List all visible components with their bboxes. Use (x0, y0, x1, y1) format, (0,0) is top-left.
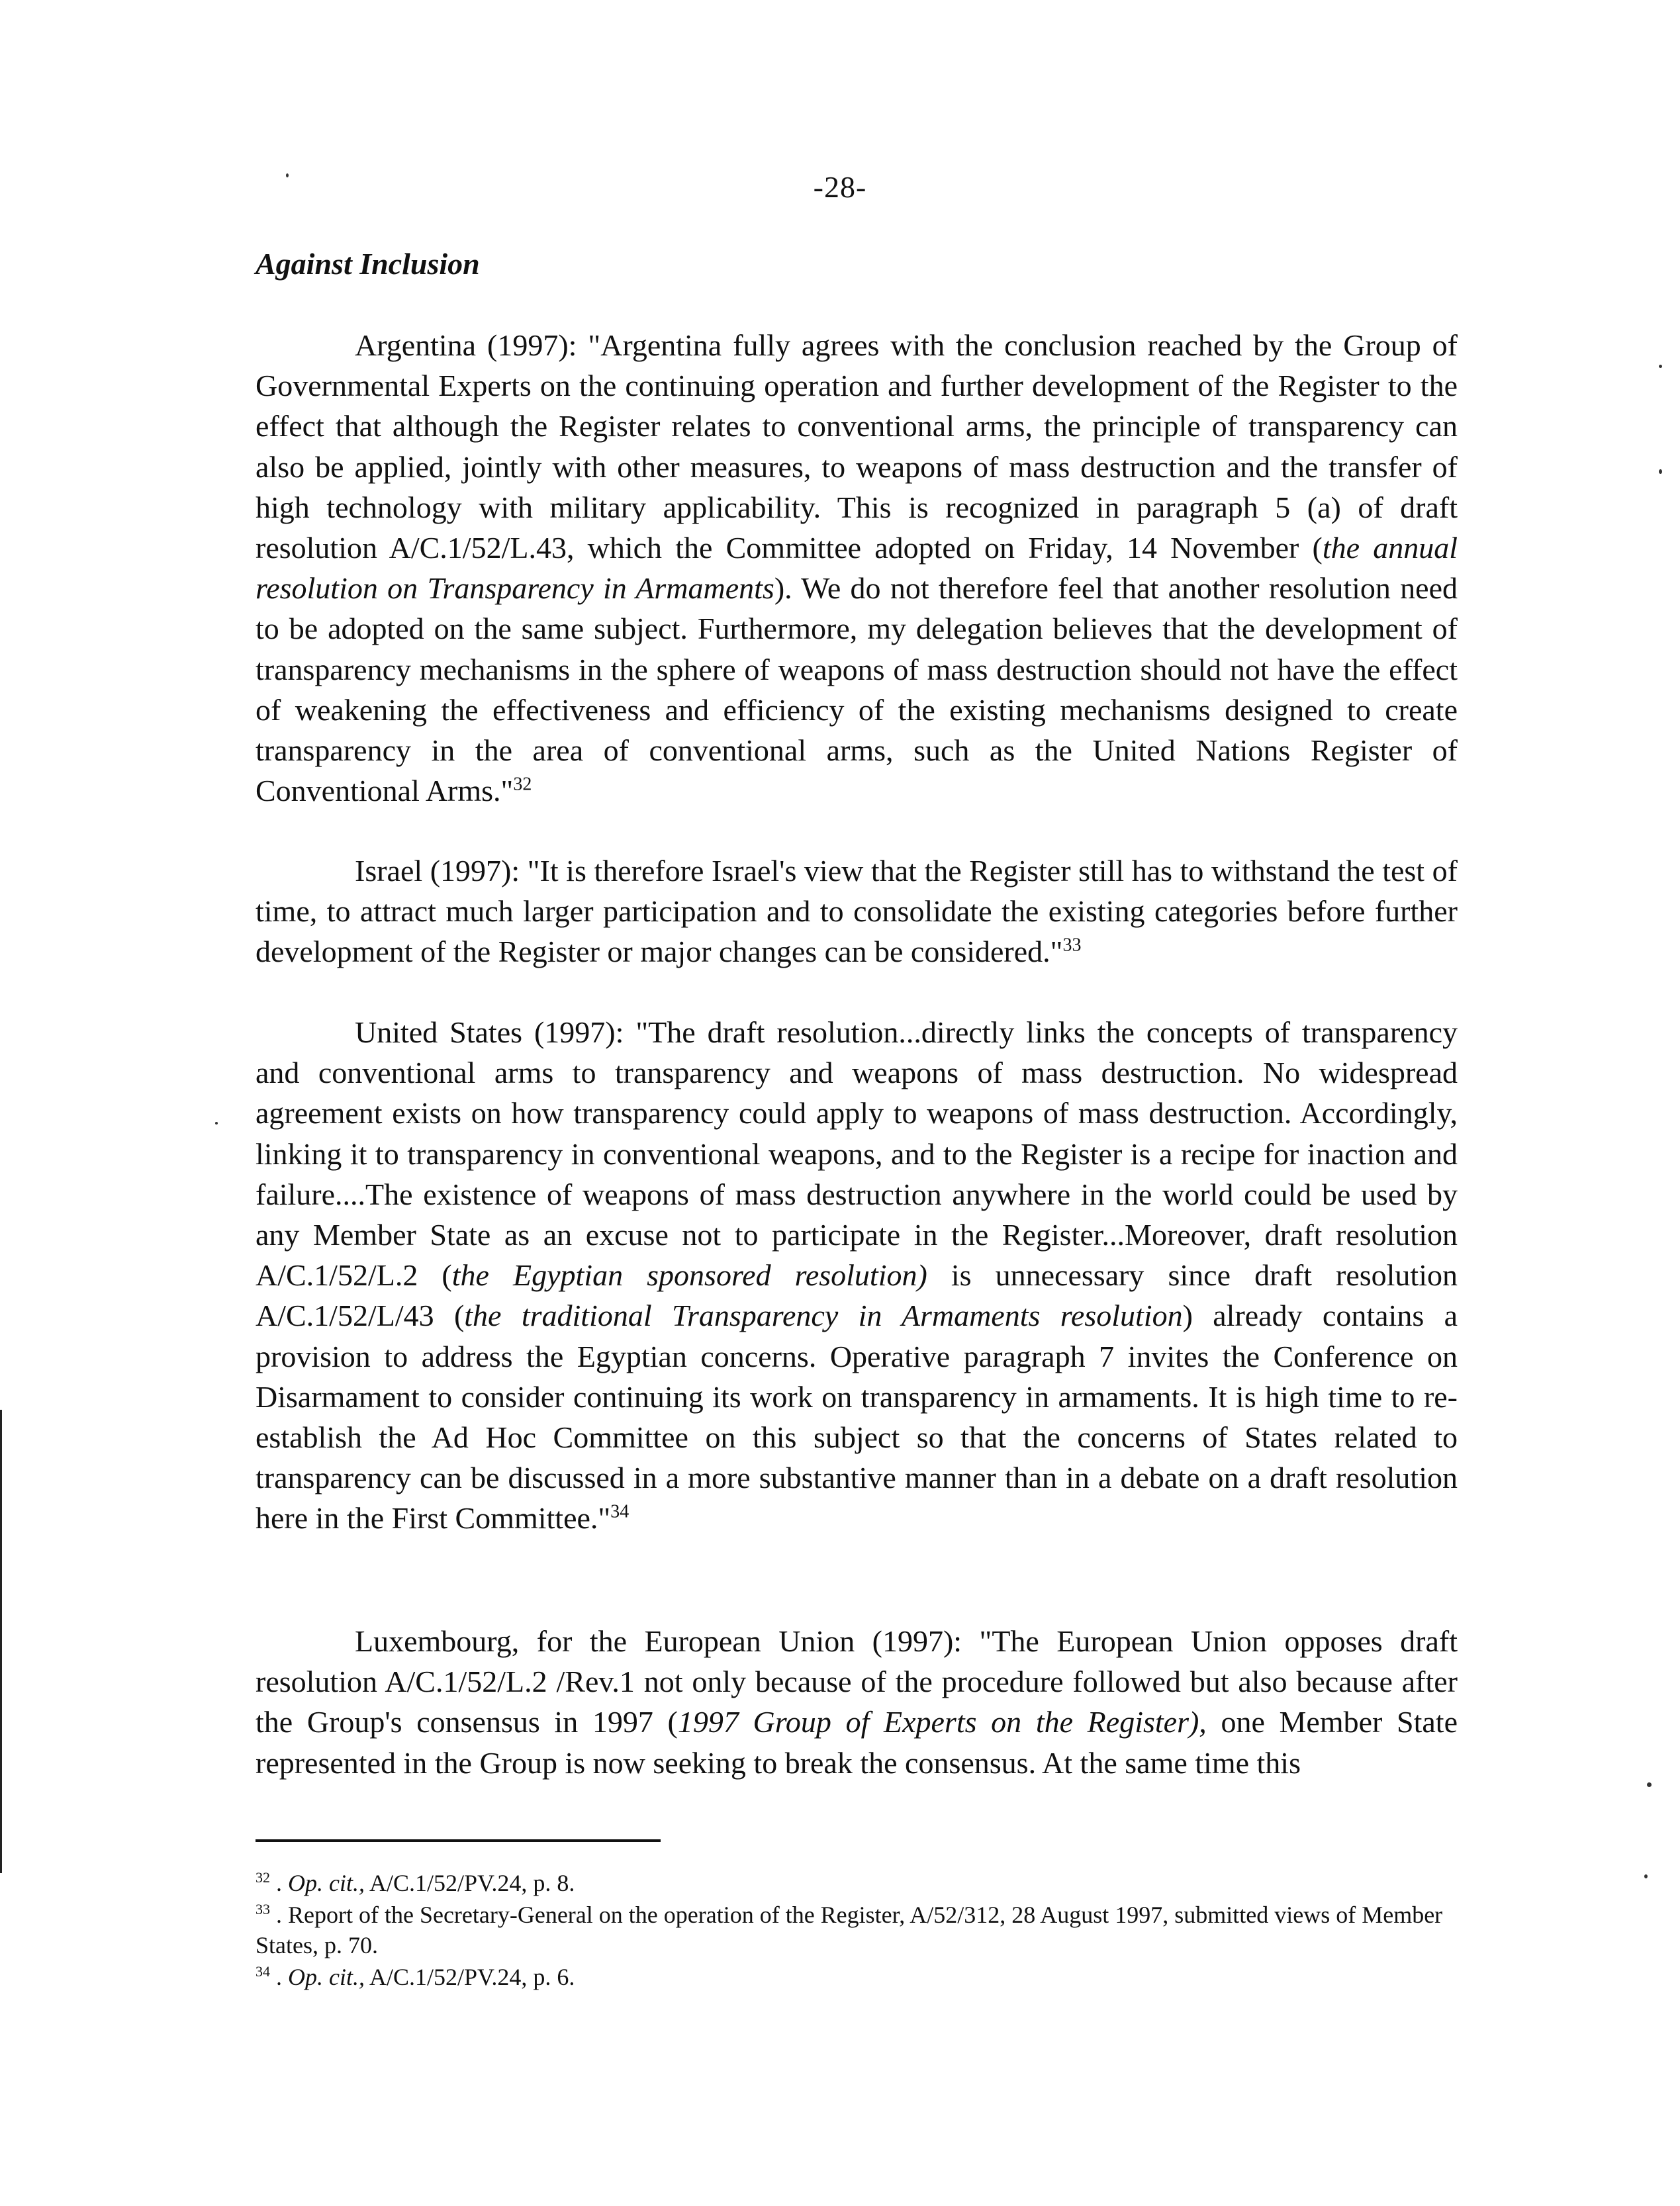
scan-speck (215, 1122, 218, 1125)
paragraph-luxembourg (256, 1621, 1458, 1783)
section-heading: Against Inclusion (256, 247, 480, 281)
paragraph-text: Israel (1997): "It is therefore Israel's view that the Register still has to withstand the test of time, to attract much larger participation and to consolidate the existing categories before further development of the Register or major changes can be considered." (256, 854, 1458, 969)
footnote-32: $^{32}$ . Op. cit., A/C.1/52/PV.24, p. 8. (256, 1869, 575, 1896)
page-number: -28- (813, 170, 867, 204)
footnote-mark: 33 (256, 1901, 270, 1917)
footnote-text: Report of the Secretary-General on the operation of the Register, A/52/312, 28 August 1997, submitted views of Member States, p. 70. (256, 1902, 1443, 1958)
scan-speck (1659, 365, 1662, 368)
scan-speck (1647, 1782, 1652, 1787)
footnote-reference: 34 (610, 1502, 630, 1523)
footnote-34: $^{34}$ . Op. cit., A/C.1/52/PV.24, p. 6. (256, 1963, 575, 1990)
paragraph-israel (256, 850, 1458, 972)
footnote-italic: Op. cit., (288, 1870, 365, 1896)
scan-speck (286, 173, 289, 177)
paragraph-united-states (256, 1012, 1458, 1539)
paragraph-text: one Member State represented in the Group is now seeking to break the consensus. At the same time this (256, 1705, 1458, 1780)
paragraph-text: ) already contains a provision to address the Egyptian concerns. Operative paragraph 7 invites the Conference on Disarmament to consider continuing its work on transparency in armaments. It is high time to re-establish the Ad Hoc Committee on this subject so that the concerns of States related to transparency can be discussed in a more substantive manner than in a debate on a draft resolution here in the First Committee." (256, 1299, 1458, 1536)
scan-speck (1644, 1874, 1648, 1878)
paragraph-italic: the annual resolution on Transparency in Armaments (256, 531, 1458, 606)
paragraph-text: is unnecessary since draft resolution A/C.1/52/L/43 ( (256, 1258, 1458, 1333)
footnote-mark: 32 (256, 1869, 270, 1886)
paragraph-text: United States (1997): "The draft resolution...directly links the concepts of transparency and conventional arms to transparency and weapons of mass destruction. No widespread agreement exists on how transparency could apply to weapons of mass destruction. Accordingly, linking it to transparency in conventional weapons, and to the Register is a recipe for inaction and failure....The existence of weapons of mass destruction anywhere in the world could be used by any Member State as an excuse not to participate in the Register...Moreover, draft resolution A/C.1/52/L.2 ( (256, 1015, 1458, 1293)
paragraph-text: ). We do not therefore feel that another resolution need to be adopted on the same subject. Furthermore, my delegation believes that the development of transparency mechanisms in the sphere of weapons of mass destruction should not have the effect of weakening the effectiveness and efficiency of the existing mechanisms designed to create transparency in the area of conventional arms, such as the United Nations Register of Conventional Arms." (256, 571, 1458, 808)
footnote-text: A/C.1/52/PV.24, p. 8. (364, 1870, 575, 1896)
paragraph-italic: 1997 Group of Experts on the Register), (677, 1705, 1207, 1739)
paragraph-italic: the traditional Transparency in Armaments resolution (464, 1299, 1183, 1333)
footnote-text: A/C.1/52/PV.24, p. 6. (364, 1964, 575, 1990)
footnote-reference: 32 (513, 774, 532, 795)
scan-speck (1659, 469, 1662, 474)
footnote-reference: 33 (1062, 935, 1082, 956)
footnote-separator (256, 1839, 661, 1842)
footnotes (256, 1868, 1458, 1994)
paragraph-text: Luxembourg, for the European Union (1997): "The European Union opposes draft resolution A/C.1/52/L.2 /Rev.1 not only because of the procedure followed but also because after the Group's consensus in 1997 ( (256, 1624, 1458, 1739)
paragraph-text: Argentina (1997): "Argentina fully agrees with the conclusion reached by the Group of Governmental Experts on the continuing operation and further development of the Register to the effect that although the Register relates to conventional arms, the principle of transparency can also be applied, jointly with other measures, to weapons of mass destruction and the transfer of high technology with military applicability. This is recognized in paragraph 5 (a) of draft resolution A/C.1/52/L.43, which the Committee adopted on Friday, 14 November ( (256, 328, 1458, 565)
footnote-italic: Op. cit., (288, 1964, 365, 1990)
paragraph-italic: the Egyptian sponsored resolution) (451, 1258, 927, 1293)
footnote-mark: 34 (256, 1963, 270, 1980)
footnote-33: $^{33}$ . Report of the Secretary-General on the operation of the Register, A/52/312, 28 August 1997, submitted views of Member States, p. 70. (256, 1901, 1443, 1958)
scan-edge (0, 1410, 2, 1873)
paragraph-argentina (256, 325, 1458, 811)
